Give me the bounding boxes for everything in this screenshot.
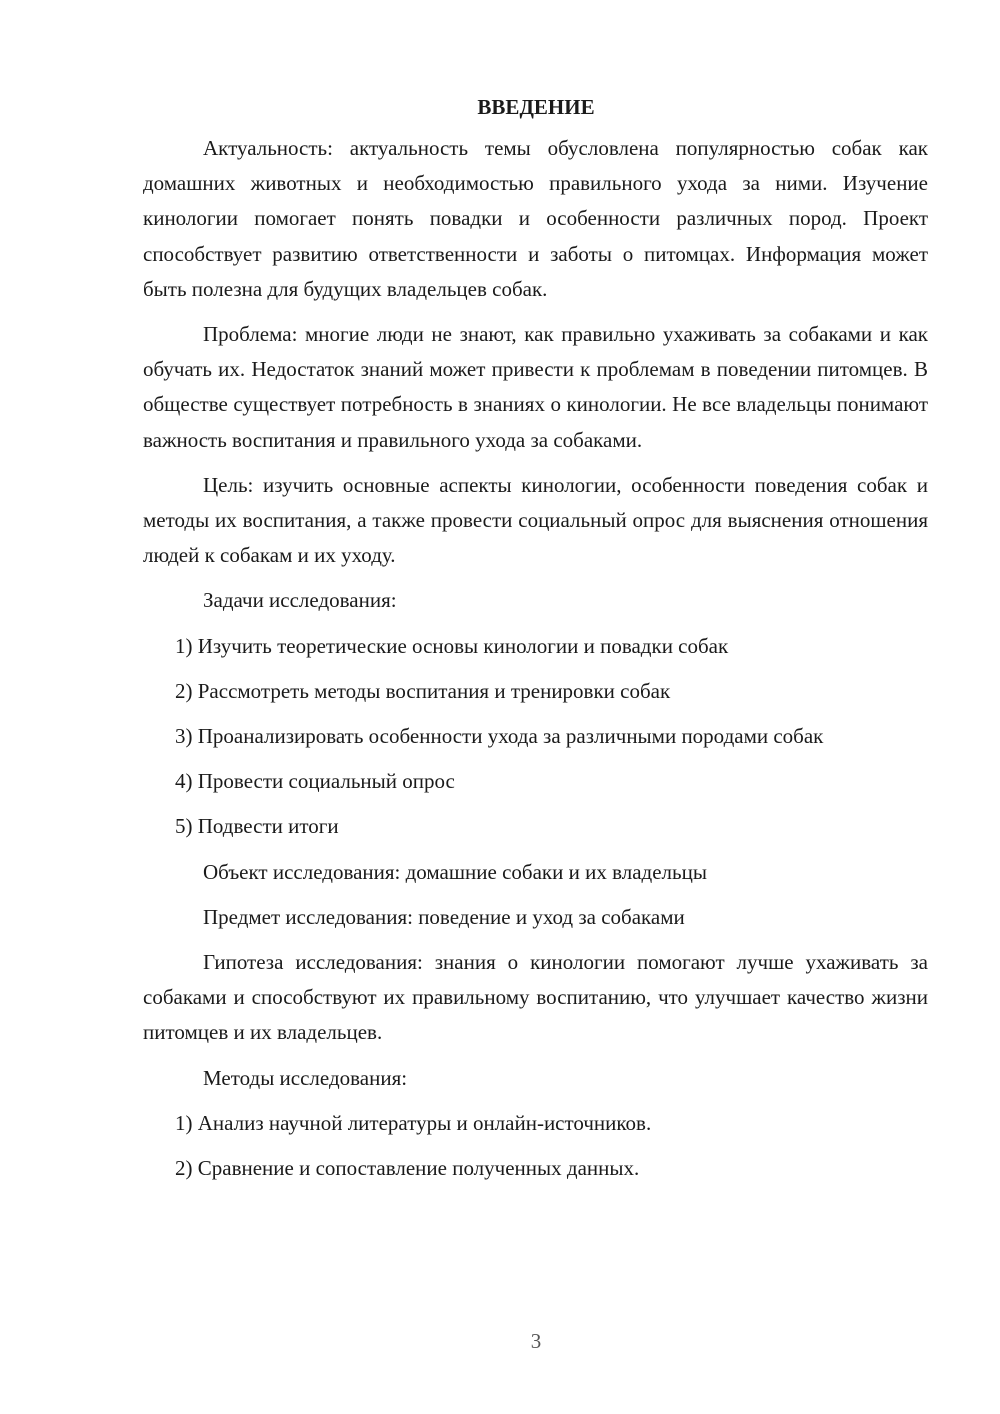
task-item-2: 2) Рассмотреть методы воспитания и тренировки собак [175,678,671,703]
paragraph-hypothesis: Гипотеза исследования: знания о кинологии помогают лучше ухаживать за собаками и способствуют их правильному воспитанию, что улучшает качество жизни питомцев и их владельцев. [143,950,928,1045]
method-item-2: 2) Сравнение и сопоставление полученных данных. [175,1156,640,1181]
task-item-1: 1) Изучить теоретические основы кинологии и повадки собак [175,633,729,658]
paragraph-object: Объект исследования: домашние собаки и их владельцы [203,859,707,884]
paragraph-methods-heading: Методы исследования: [203,1065,408,1090]
paragraph-problem: Проблема: многие люди не знают, как правильно ухаживать за собаками и как обучать их. Недостаток знаний может привести к проблемам в поведении питомцев. В обществе существует потребность в знаниях о кинологии. Не все владельцы понимают важность воспитания и правильного ухода за собаками. [143,322,928,452]
section-title: ВВЕДЕНИЕ [477,95,595,119]
paragraph-relevance: Актуальность: актуальность темы обусловлена популярностью собак как домашних животных и необходимостью правильного ухода за ними. Изучение кинологии помогает понять повадки и особенности различных пород. Проект способствует развитию ответственности и заботы о питомцах. Информация может быть полезна для будущих владельцев собак. [143,136,928,301]
task-item-5: 5) Подвести итоги [175,814,339,839]
task-item-4: 4) Провести социальный опрос [175,769,455,794]
paragraph-tasks-heading: Задачи исследования: [203,588,397,613]
page-number: 3 [530,1329,542,1353]
method-item-1: 1) Анализ научной литературы и онлайн-источников. [175,1110,652,1135]
paragraph-goal: Цель: изучить основные аспекты кинологии, особенности поведения собак и методы их воспитания, а также провести социальный опрос для выяснения отношения людей к собакам и их уходу. [143,472,928,568]
paragraph-subject: Предмет исследования: поведение и уход за собаками [203,904,685,929]
document-page [143,90,928,1196]
task-item-3: 3) Проанализировать особенности ухода за различными породами собак [175,724,824,749]
